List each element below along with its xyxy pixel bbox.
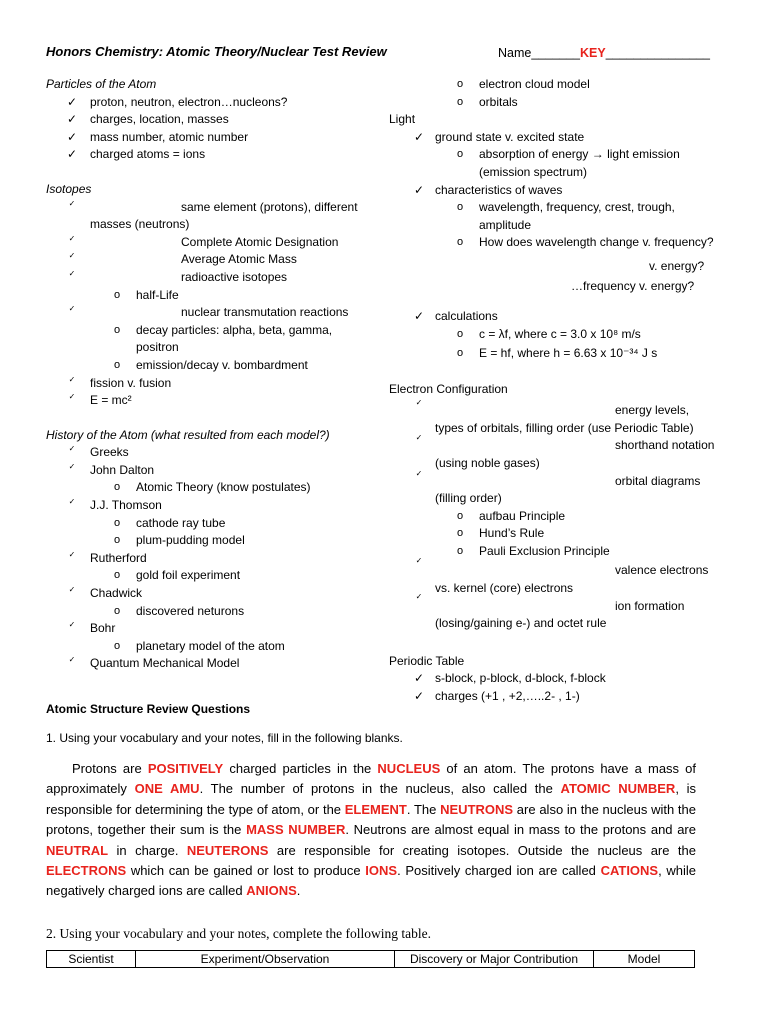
list-item: ✓ J.J. Thomson [46, 497, 386, 515]
answer: ONE AMU [134, 781, 200, 797]
check-icon: ✓ [413, 308, 425, 323]
check-icon: ✓ [68, 461, 76, 471]
answer: ELEMENT [344, 801, 407, 817]
list-item: ✓ charged atoms = ions [46, 146, 386, 164]
list-item: o electron cloud model [389, 76, 729, 94]
list-item: amplitude [479, 217, 532, 232]
list-item: masses (neutrons) [90, 217, 190, 232]
bullet-icon: o [457, 95, 464, 108]
list-item: ✓ shorthand notation [389, 433, 729, 451]
answer: NEUTERONS [186, 842, 269, 858]
bullet-icon: o [114, 639, 121, 652]
check-icon: ✓ [68, 268, 76, 278]
check-icon: ✓ [68, 585, 76, 595]
list-item: o half-Life [46, 287, 386, 305]
list-item: o wavelength, frequency, crest, trough, [389, 199, 729, 217]
list-item: ✓ radioactive isotopes [46, 269, 386, 287]
list-item: o absorption of energy → light emission [389, 146, 729, 164]
answer: ANIONS [246, 883, 297, 899]
list-item: o discovered neturons [46, 603, 386, 621]
answer: ELECTRONS [46, 863, 127, 879]
list-item: …frequency v. energy? [571, 278, 695, 293]
bullet-icon: o [114, 288, 121, 301]
bullet-icon: o [457, 148, 464, 161]
check-icon: ✓ [413, 182, 425, 197]
answer: NUCLEUS [377, 761, 441, 776]
answer: CATIONS [600, 863, 659, 879]
bullet-icon: o [457, 346, 464, 359]
check-icon: ✓ [415, 468, 423, 478]
answer: POSITIVELY [147, 761, 224, 776]
list-item: o aufbau Principle [389, 504, 729, 522]
section-title: Isotopes [46, 181, 92, 196]
list-item: ✓ characteristics of waves [389, 182, 729, 200]
question-1: 1. Using your vocabulary and your notes, fill in the following blanks. [46, 731, 403, 745]
check-icon: ✓ [413, 129, 425, 144]
list-item: o Pauli Exclusion Principle [389, 539, 729, 557]
list-item: o planetary model of the atom [46, 638, 386, 656]
list-item: o emission/decay v. bombardment [46, 357, 386, 375]
check-icon: ✓ [415, 591, 423, 601]
bullet-icon: o [457, 527, 464, 540]
list-item: ✓ energy levels, [389, 398, 729, 416]
section-title: Particles of the Atom [46, 77, 157, 91]
list-item: v. energy? [649, 258, 705, 273]
table-header: Model [594, 951, 695, 968]
check-icon: ✓ [415, 433, 423, 443]
table-header: Experiment/Observation [136, 951, 395, 968]
check-icon: ✓ [66, 112, 78, 127]
section-title: Electron Configuration [389, 381, 508, 396]
list-item: types of orbitals, filling order (use Periodic Table) [435, 420, 694, 435]
check-icon: ✓ [68, 655, 76, 665]
answer: ATOMIC NUMBER [560, 781, 676, 797]
list-item: o decay particles: alpha, beta, gamma, [46, 322, 386, 340]
list-item: ✓ ground state v. excited state [389, 129, 729, 147]
check-icon: ✓ [66, 147, 78, 162]
scientist-table [46, 950, 695, 968]
key-label: KEY [580, 46, 606, 60]
bullet-icon: o [457, 78, 464, 90]
bullet-icon: o [457, 201, 464, 214]
bullet-icon: o [457, 327, 464, 340]
list-item: ✓ Chadwick [46, 585, 386, 603]
list-item: ✓ E = mc² [46, 392, 386, 410]
check-icon: ✓ [68, 444, 76, 454]
table-header: Scientist [47, 951, 136, 968]
bullet-icon: o [114, 534, 121, 547]
check-icon: ✓ [68, 392, 76, 402]
bullet-icon: o [457, 509, 464, 522]
list-item: vs. kernel (core) electrons [435, 581, 574, 596]
bullet-icon: o [114, 323, 121, 336]
list-item: o gold foil experiment [46, 567, 386, 585]
answer: NEUTRONS [440, 801, 514, 817]
list-item: positron [136, 340, 179, 355]
list-item: ✓ nuclear transmutation reactions [46, 304, 386, 322]
list-item: (losing/gaining e-) and octet rule [435, 616, 607, 631]
check-icon: ✓ [66, 94, 78, 109]
answer: IONS [365, 863, 398, 879]
bullet-icon: o [457, 544, 464, 557]
check-icon: ✓ [413, 671, 425, 686]
table-header: Discovery or Major Contribution [395, 951, 594, 968]
section-title: History of the Atom (what resulted from each model?) [46, 427, 330, 442]
name-field [498, 46, 710, 60]
check-icon: ✓ [413, 689, 425, 704]
list-item: o plum-pudding model [46, 532, 386, 550]
list-item: ✓ Greeks [46, 444, 386, 462]
list-item: ✓ fission v. fusion [46, 375, 386, 393]
check-icon: ✓ [415, 556, 423, 566]
list-item: o Hund’s Rule [389, 521, 729, 539]
list-item: ✓ ion formation [389, 592, 729, 610]
bullet-icon: o [114, 481, 121, 494]
check-icon: ✓ [415, 398, 423, 408]
list-item: ✓ valence electrons [389, 556, 729, 574]
check-icon: ✓ [68, 549, 76, 559]
list-item: o orbitals [389, 94, 729, 112]
check-icon: ✓ [68, 198, 76, 208]
bullet-icon: o [114, 358, 121, 371]
list-item: o Atomic Theory (know postulates) [46, 479, 386, 497]
list-item: ✓ orbital diagrams [389, 469, 729, 487]
bullet-icon: o [114, 516, 121, 529]
check-icon: ✓ [68, 251, 76, 261]
list-item: o How does wavelength change v. frequency? [389, 234, 729, 252]
list-item: ✓ Complete Atomic Designation [46, 234, 386, 252]
list-item: ✓ s-block, p-block, d-block, f-block [389, 670, 729, 688]
list-item: ✓ charges, location, masses [46, 111, 386, 129]
list-item: (filling order) [435, 491, 502, 506]
check-icon: ✓ [68, 374, 76, 384]
check-icon: ✓ [68, 233, 76, 243]
list-item: ✓ John Dalton [46, 462, 386, 480]
list-item: ✓ Bohr [46, 620, 386, 638]
check-icon: ✓ [68, 304, 76, 314]
list-item: ✓ proton, neutron, electron…nucleons? [46, 94, 386, 112]
name-label: Name_______ [498, 46, 581, 60]
list-item: (using noble gases) [435, 455, 540, 470]
bullet-icon: o [457, 236, 464, 249]
list-item: (emission spectrum) [479, 164, 588, 179]
left-column [46, 76, 386, 673]
check-icon: ✓ [66, 129, 78, 144]
answer: MASS NUMBER [246, 822, 346, 838]
answer: NEUTRAL [46, 842, 109, 858]
bullet-icon: o [114, 569, 121, 582]
list-item: ✓ Average Atomic Mass [46, 251, 386, 269]
questions-heading: Atomic Structure Review Questions [46, 702, 251, 716]
right-column [389, 76, 729, 706]
list-item: ✓ mass number, atomic number [46, 129, 386, 147]
list-item: ✓ Rutherford [46, 550, 386, 568]
list-item: ✓ Quantum Mechanical Model [46, 655, 386, 673]
question-2: 2. Using your vocabulary and your notes, complete the following table. [46, 926, 432, 941]
page-title: Honors Chemistry: Atomic Theory/Nuclear Test Review [46, 44, 387, 59]
table-header-row [47, 951, 695, 968]
list-item: ✓ same element (protons), different [46, 199, 386, 217]
list-item: o E = hf, where h = 6.63 x 10⁻³⁴ J s [389, 345, 729, 364]
name-underline: _______________ [605, 46, 710, 60]
section-title: Light [389, 112, 416, 127]
bullet-icon: o [114, 604, 121, 617]
list-item: o cathode ray tube [46, 515, 386, 533]
section-title: Periodic Table [389, 653, 465, 668]
list-item: o c = λf, where c = 3.0 x 10⁸ m/s [389, 326, 729, 345]
check-icon: ✓ [68, 497, 76, 507]
list-item: ✓ calculations [389, 308, 729, 326]
list-item: ✓ charges (+1 , +2,…..2- , 1-) [389, 688, 729, 706]
check-icon: ✓ [68, 620, 76, 630]
fill-in-paragraph: Protons are POSITIVELY charged particles in the NUCLEUS of an atom. The protons have a mass of approximately ONE AMU. The number of protons in the nucleus, also called the ATOMIC NUMBER, is responsible for determining the type of atom, or the ELEMENT. The NEUTRONS are also in the nucleus with the protons, together their sum is the MASS NUMBER. Neutrons are almost equal in mass to the protons and are NEUTRAL in charge. NEUTERONS are responsible for creating isotopes. Outside the nucleus are the ELECTRONS which can be gained or lost to produce IONS. Positively charged ion are called CATIONS, while negatively charged ions are called ANIONS. [46, 761, 697, 899]
